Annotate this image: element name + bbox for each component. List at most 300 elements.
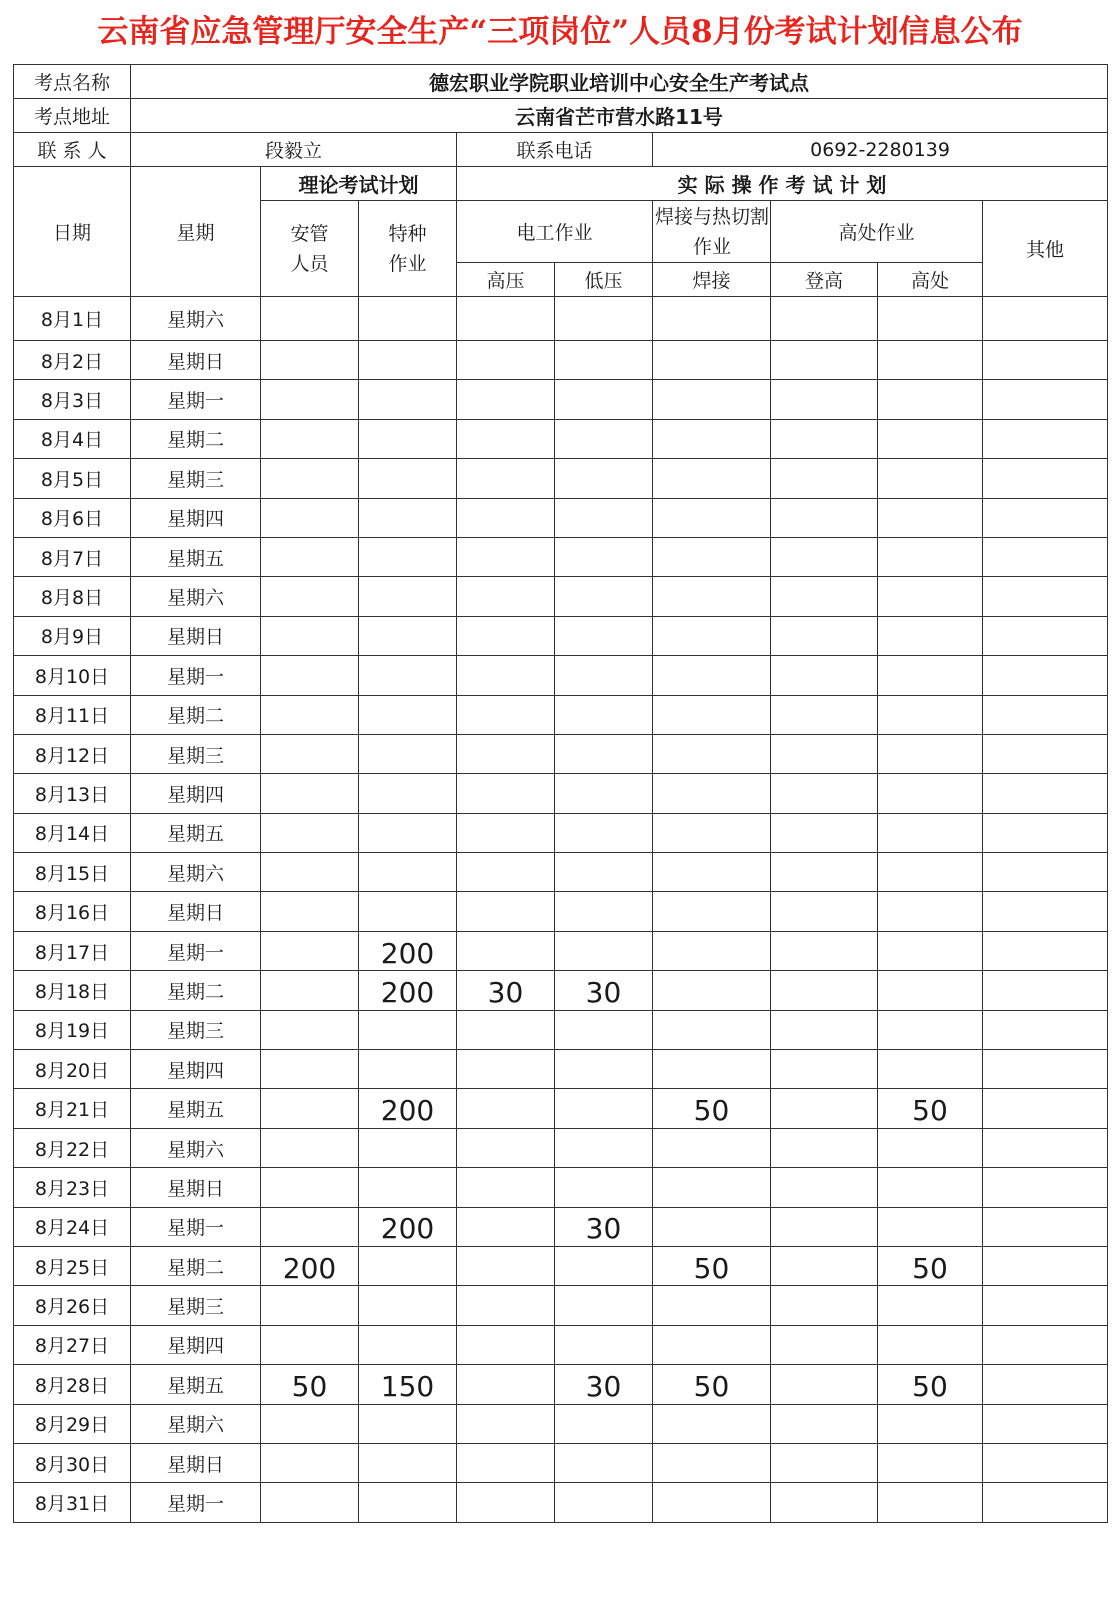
table-row xyxy=(14,1365,1108,1404)
contact-label: 联 系 人 xyxy=(14,133,131,167)
special-ops-header-text: 特种作业 xyxy=(388,222,427,275)
table-row xyxy=(14,419,1108,458)
high-voltage-header: 高压 xyxy=(457,263,555,297)
welding-count xyxy=(653,1443,771,1482)
welding-count xyxy=(653,577,771,616)
climbing-count xyxy=(771,577,878,616)
low-voltage-count xyxy=(555,498,653,537)
climbing-count xyxy=(771,1325,878,1364)
other-count xyxy=(983,1089,1108,1128)
low-voltage-count xyxy=(555,813,653,852)
weekday-cell: 星期三 xyxy=(131,1010,261,1049)
table-row xyxy=(14,341,1108,380)
date-cell: 8月27日 xyxy=(14,1325,131,1364)
safety-mgmt-count: 200 xyxy=(261,1246,359,1285)
welding-count xyxy=(653,341,771,380)
welding-count xyxy=(653,297,771,341)
date-cell: 8月13日 xyxy=(14,774,131,813)
welding-count xyxy=(653,892,771,931)
climbing-count xyxy=(771,1207,878,1246)
safety-mgmt-count xyxy=(261,734,359,773)
high-voltage-count xyxy=(457,1128,555,1167)
climbing-count xyxy=(771,1168,878,1207)
special-ops-count xyxy=(359,577,457,616)
table-row xyxy=(14,1089,1108,1128)
high-place-count xyxy=(878,1325,983,1364)
table-row xyxy=(14,1246,1108,1285)
table-row xyxy=(14,1010,1108,1049)
welding-cutting-header-text: 焊接与热切割作业 xyxy=(654,205,769,258)
table-row xyxy=(14,931,1108,970)
other-count xyxy=(983,656,1108,695)
date-cell: 8月2日 xyxy=(14,341,131,380)
high-place-count xyxy=(878,813,983,852)
weekday-cell: 星期一 xyxy=(131,1207,261,1246)
high-voltage-count xyxy=(457,1010,555,1049)
low-voltage-count xyxy=(555,1050,653,1089)
high-voltage-count xyxy=(457,616,555,655)
date-cell: 8月20日 xyxy=(14,1050,131,1089)
date-cell: 8月17日 xyxy=(14,931,131,970)
date-cell: 8月31日 xyxy=(14,1483,131,1522)
special-ops-count: 200 xyxy=(359,971,457,1010)
high-place-count xyxy=(878,459,983,498)
climbing-count xyxy=(771,1483,878,1522)
low-voltage-count xyxy=(555,892,653,931)
other-count xyxy=(983,1128,1108,1167)
high-place-count xyxy=(878,577,983,616)
special-ops-count xyxy=(359,813,457,852)
other-count xyxy=(983,813,1108,852)
low-voltage-count xyxy=(555,734,653,773)
high-voltage-count xyxy=(457,498,555,537)
climbing-header: 登高 xyxy=(771,263,878,297)
special-ops-count xyxy=(359,892,457,931)
high-voltage-count xyxy=(457,1168,555,1207)
special-ops-count xyxy=(359,734,457,773)
welding-count xyxy=(653,1286,771,1325)
special-ops-count xyxy=(359,774,457,813)
weekday-cell: 星期日 xyxy=(131,892,261,931)
climbing-count xyxy=(771,1050,878,1089)
low-voltage-count xyxy=(555,1010,653,1049)
low-voltage-count xyxy=(555,1325,653,1364)
other-count xyxy=(983,1483,1108,1522)
weekday-cell: 星期日 xyxy=(131,1168,261,1207)
low-voltage-count xyxy=(555,577,653,616)
table-row xyxy=(14,892,1108,931)
high-voltage-count xyxy=(457,774,555,813)
weekday-cell: 星期二 xyxy=(131,695,261,734)
climbing-count xyxy=(771,1365,878,1404)
high-place-count xyxy=(878,616,983,655)
special-ops-count: 200 xyxy=(359,1207,457,1246)
welding-count xyxy=(653,1325,771,1364)
other-count xyxy=(983,459,1108,498)
climbing-count xyxy=(771,1404,878,1443)
table-row xyxy=(14,1443,1108,1482)
welding-count xyxy=(653,1168,771,1207)
climbing-count xyxy=(771,616,878,655)
welding-count xyxy=(653,971,771,1010)
welding-count xyxy=(653,1050,771,1089)
welding-count xyxy=(653,616,771,655)
table-row xyxy=(14,813,1108,852)
climbing-count xyxy=(771,1443,878,1482)
high-voltage-count xyxy=(457,734,555,773)
high-voltage-count xyxy=(457,813,555,852)
other-count xyxy=(983,695,1108,734)
special-ops-count xyxy=(359,1286,457,1325)
climbing-count xyxy=(771,498,878,537)
low-voltage-count xyxy=(555,341,653,380)
other-count xyxy=(983,616,1108,655)
climbing-count xyxy=(771,734,878,773)
high-place-count xyxy=(878,498,983,537)
table-row xyxy=(14,1168,1108,1207)
date-cell: 8月24日 xyxy=(14,1207,131,1246)
low-voltage-count xyxy=(555,297,653,341)
table-row xyxy=(14,1050,1108,1089)
low-voltage-count xyxy=(555,853,653,892)
weekday-cell: 星期日 xyxy=(131,341,261,380)
table-row xyxy=(14,774,1108,813)
welding-cutting-header xyxy=(653,201,771,263)
high-place-count xyxy=(878,1050,983,1089)
safety-mgmt-count xyxy=(261,341,359,380)
site-name-row xyxy=(14,65,1108,99)
high-voltage-count xyxy=(457,380,555,419)
other-count xyxy=(983,1168,1108,1207)
date-cell: 8月10日 xyxy=(14,656,131,695)
special-ops-count xyxy=(359,1483,457,1522)
safety-mgmt-count xyxy=(261,853,359,892)
high-place-count xyxy=(878,734,983,773)
climbing-count xyxy=(771,1128,878,1167)
welding-count xyxy=(653,459,771,498)
weekday-cell: 星期五 xyxy=(131,813,261,852)
high-place-count: 50 xyxy=(878,1246,983,1285)
weekday-cell: 星期日 xyxy=(131,1443,261,1482)
safety-mgmt-count xyxy=(261,774,359,813)
table-row xyxy=(14,498,1108,537)
table-row xyxy=(14,1286,1108,1325)
table-row xyxy=(14,695,1108,734)
table-row xyxy=(14,971,1108,1010)
welding-count: 50 xyxy=(653,1365,771,1404)
high-voltage-count xyxy=(457,931,555,970)
special-ops-count xyxy=(359,341,457,380)
other-count xyxy=(983,853,1108,892)
welding-count xyxy=(653,498,771,537)
high-voltage-count xyxy=(457,459,555,498)
welding-count xyxy=(653,419,771,458)
weekday-cell: 星期四 xyxy=(131,774,261,813)
other-count xyxy=(983,971,1108,1010)
safety-mgmt-count xyxy=(261,616,359,655)
date-cell: 8月12日 xyxy=(14,734,131,773)
special-ops-count xyxy=(359,419,457,458)
high-voltage-count xyxy=(457,656,555,695)
date-cell: 8月3日 xyxy=(14,380,131,419)
contact-value: 段毅立 xyxy=(131,133,457,167)
weekday-cell: 星期一 xyxy=(131,931,261,970)
weekday-cell: 星期三 xyxy=(131,1286,261,1325)
high-voltage-count xyxy=(457,853,555,892)
other-count xyxy=(983,1404,1108,1443)
low-voltage-count xyxy=(555,931,653,970)
high-place-count xyxy=(878,853,983,892)
weekday-cell: 星期一 xyxy=(131,1483,261,1522)
low-voltage-count: 30 xyxy=(555,1207,653,1246)
high-place-count xyxy=(878,931,983,970)
high-place-count xyxy=(878,1010,983,1049)
low-voltage-count: 30 xyxy=(555,1365,653,1404)
special-ops-count xyxy=(359,537,457,576)
welding-count xyxy=(653,1010,771,1049)
other-count xyxy=(983,1050,1108,1089)
special-ops-count: 150 xyxy=(359,1365,457,1404)
safety-mgmt-count xyxy=(261,892,359,931)
date-cell: 8月14日 xyxy=(14,813,131,852)
special-ops-count xyxy=(359,695,457,734)
high-voltage-count xyxy=(457,419,555,458)
contact-row xyxy=(14,133,1108,167)
high-place-count xyxy=(878,1483,983,1522)
weekday-cell: 星期五 xyxy=(131,1089,261,1128)
date-cell: 8月15日 xyxy=(14,853,131,892)
high-place-count xyxy=(878,1207,983,1246)
high-place-count xyxy=(878,1128,983,1167)
special-ops-count: 200 xyxy=(359,931,457,970)
other-count xyxy=(983,892,1108,931)
special-ops-count: 200 xyxy=(359,1089,457,1128)
other-header: 其他 xyxy=(983,201,1108,297)
weekday-cell: 星期二 xyxy=(131,1246,261,1285)
climbing-count xyxy=(771,1286,878,1325)
weekday-cell: 星期三 xyxy=(131,734,261,773)
high-voltage-count xyxy=(457,1207,555,1246)
table-row xyxy=(14,380,1108,419)
low-voltage-count xyxy=(555,1168,653,1207)
special-ops-count xyxy=(359,1246,457,1285)
high-voltage-count xyxy=(457,1483,555,1522)
welding-count xyxy=(653,774,771,813)
high-place-count xyxy=(878,380,983,419)
climbing-count xyxy=(771,853,878,892)
climbing-count xyxy=(771,774,878,813)
table-row xyxy=(14,853,1108,892)
weekday-cell: 星期三 xyxy=(131,459,261,498)
table-row xyxy=(14,1128,1108,1167)
date-cell: 8月26日 xyxy=(14,1286,131,1325)
welding-count: 50 xyxy=(653,1246,771,1285)
date-cell: 8月4日 xyxy=(14,419,131,458)
safety-mgmt-count xyxy=(261,1168,359,1207)
low-voltage-count: 30 xyxy=(555,971,653,1010)
weekday-cell: 星期四 xyxy=(131,498,261,537)
welding-count xyxy=(653,537,771,576)
high-place-count xyxy=(878,892,983,931)
date-cell: 8月5日 xyxy=(14,459,131,498)
site-name-label: 考点名称 xyxy=(14,65,131,99)
special-ops-count xyxy=(359,1168,457,1207)
climbing-count xyxy=(771,695,878,734)
special-ops-count xyxy=(359,1010,457,1049)
date-cell: 8月29日 xyxy=(14,1404,131,1443)
high-place-count xyxy=(878,1286,983,1325)
weekday-cell: 星期四 xyxy=(131,1050,261,1089)
safety-mgmt-count xyxy=(261,1404,359,1443)
high-voltage-count xyxy=(457,1325,555,1364)
table-row xyxy=(14,459,1108,498)
weekday-cell: 星期一 xyxy=(131,656,261,695)
weekday-cell: 星期二 xyxy=(131,419,261,458)
high-place-count xyxy=(878,971,983,1010)
date-cell: 8月23日 xyxy=(14,1168,131,1207)
other-count xyxy=(983,931,1108,970)
practical-plan-header: 实 际 操 作 考 试 计 划 xyxy=(457,167,1108,201)
climbing-count xyxy=(771,419,878,458)
high-voltage-count xyxy=(457,1404,555,1443)
climbing-count xyxy=(771,656,878,695)
safety-mgmt-count xyxy=(261,1010,359,1049)
other-count xyxy=(983,537,1108,576)
date-cell: 8月21日 xyxy=(14,1089,131,1128)
high-place-count xyxy=(878,656,983,695)
table-row xyxy=(14,577,1108,616)
safety-mgmt-header-text: 安管人员 xyxy=(290,222,329,275)
weekday-cell: 星期二 xyxy=(131,971,261,1010)
exam-plan-table xyxy=(13,64,1108,1523)
safety-mgmt-count xyxy=(261,931,359,970)
table-row xyxy=(14,1483,1108,1522)
weekday-cell: 星期五 xyxy=(131,537,261,576)
weekday-cell: 星期六 xyxy=(131,853,261,892)
low-voltage-count xyxy=(555,1483,653,1522)
high-place-count xyxy=(878,341,983,380)
low-voltage-count xyxy=(555,459,653,498)
climbing-count xyxy=(771,537,878,576)
safety-mgmt-count xyxy=(261,971,359,1010)
safety-mgmt-count xyxy=(261,1325,359,1364)
date-cell: 8月11日 xyxy=(14,695,131,734)
welding-header: 焊接 xyxy=(653,263,771,297)
other-count xyxy=(983,734,1108,773)
climbing-count xyxy=(771,341,878,380)
welding-count xyxy=(653,734,771,773)
climbing-count xyxy=(771,892,878,931)
table-row xyxy=(14,1207,1108,1246)
welding-count xyxy=(653,813,771,852)
low-voltage-count xyxy=(555,537,653,576)
special-ops-count xyxy=(359,1325,457,1364)
date-cell: 8月28日 xyxy=(14,1365,131,1404)
safety-mgmt-count xyxy=(261,297,359,341)
weekday-cell: 星期六 xyxy=(131,577,261,616)
date-cell: 8月30日 xyxy=(14,1443,131,1482)
high-voltage-count xyxy=(457,341,555,380)
low-voltage-count xyxy=(555,1443,653,1482)
header-row-1 xyxy=(14,167,1108,201)
special-ops-count xyxy=(359,459,457,498)
address-value: 云南省芒市营水路11号 xyxy=(131,99,1108,133)
date-cell: 8月1日 xyxy=(14,297,131,341)
other-count xyxy=(983,1246,1108,1285)
high-voltage-count xyxy=(457,1089,555,1128)
low-voltage-count xyxy=(555,1286,653,1325)
special-ops-count xyxy=(359,1050,457,1089)
date-cell: 8月8日 xyxy=(14,577,131,616)
high-voltage-count xyxy=(457,1246,555,1285)
page-title: 云南省应急管理厅安全生产“三项岗位”人员8月份考试计划信息公布 xyxy=(97,14,1023,50)
safety-mgmt-count xyxy=(261,1050,359,1089)
other-count xyxy=(983,380,1108,419)
low-voltage-count xyxy=(555,380,653,419)
safety-mgmt-count xyxy=(261,695,359,734)
welding-count xyxy=(653,695,771,734)
special-ops-count xyxy=(359,656,457,695)
climbing-count xyxy=(771,297,878,341)
high-voltage-count xyxy=(457,1286,555,1325)
welding-count xyxy=(653,380,771,419)
climbing-count xyxy=(771,971,878,1010)
low-voltage-count xyxy=(555,419,653,458)
other-count xyxy=(983,419,1108,458)
high-voltage-count: 30 xyxy=(457,971,555,1010)
date-cell: 8月7日 xyxy=(14,537,131,576)
table-row xyxy=(14,1404,1108,1443)
special-ops-count xyxy=(359,498,457,537)
other-count xyxy=(983,341,1108,380)
high-voltage-count xyxy=(457,892,555,931)
weekday-header: 星期 xyxy=(131,167,261,297)
high-place-count: 50 xyxy=(878,1365,983,1404)
address-row xyxy=(14,99,1108,133)
high-voltage-count xyxy=(457,577,555,616)
date-cell: 8月16日 xyxy=(14,892,131,931)
date-cell: 8月22日 xyxy=(14,1128,131,1167)
climbing-count xyxy=(771,1010,878,1049)
other-count xyxy=(983,297,1108,341)
safety-mgmt-count xyxy=(261,1483,359,1522)
climbing-count xyxy=(771,1246,878,1285)
height-work-header: 高处作业 xyxy=(771,201,983,263)
date-cell: 8月18日 xyxy=(14,971,131,1010)
special-ops-count xyxy=(359,1128,457,1167)
special-ops-count xyxy=(359,1443,457,1482)
welding-count xyxy=(653,1207,771,1246)
welding-count xyxy=(653,656,771,695)
safety-mgmt-count xyxy=(261,1443,359,1482)
special-ops-count xyxy=(359,297,457,341)
weekday-cell: 星期四 xyxy=(131,1325,261,1364)
high-place-count xyxy=(878,695,983,734)
high-place-count xyxy=(878,1443,983,1482)
low-voltage-count xyxy=(555,1089,653,1128)
special-ops-header xyxy=(359,201,457,297)
high-voltage-count xyxy=(457,695,555,734)
special-ops-count xyxy=(359,1404,457,1443)
safety-mgmt-count xyxy=(261,419,359,458)
safety-mgmt-count xyxy=(261,813,359,852)
phone-value: 0692-2280139 xyxy=(653,133,1108,167)
low-voltage-count xyxy=(555,774,653,813)
other-count xyxy=(983,774,1108,813)
safety-mgmt-header xyxy=(261,201,359,297)
welding-count xyxy=(653,1483,771,1522)
other-count xyxy=(983,1365,1108,1404)
